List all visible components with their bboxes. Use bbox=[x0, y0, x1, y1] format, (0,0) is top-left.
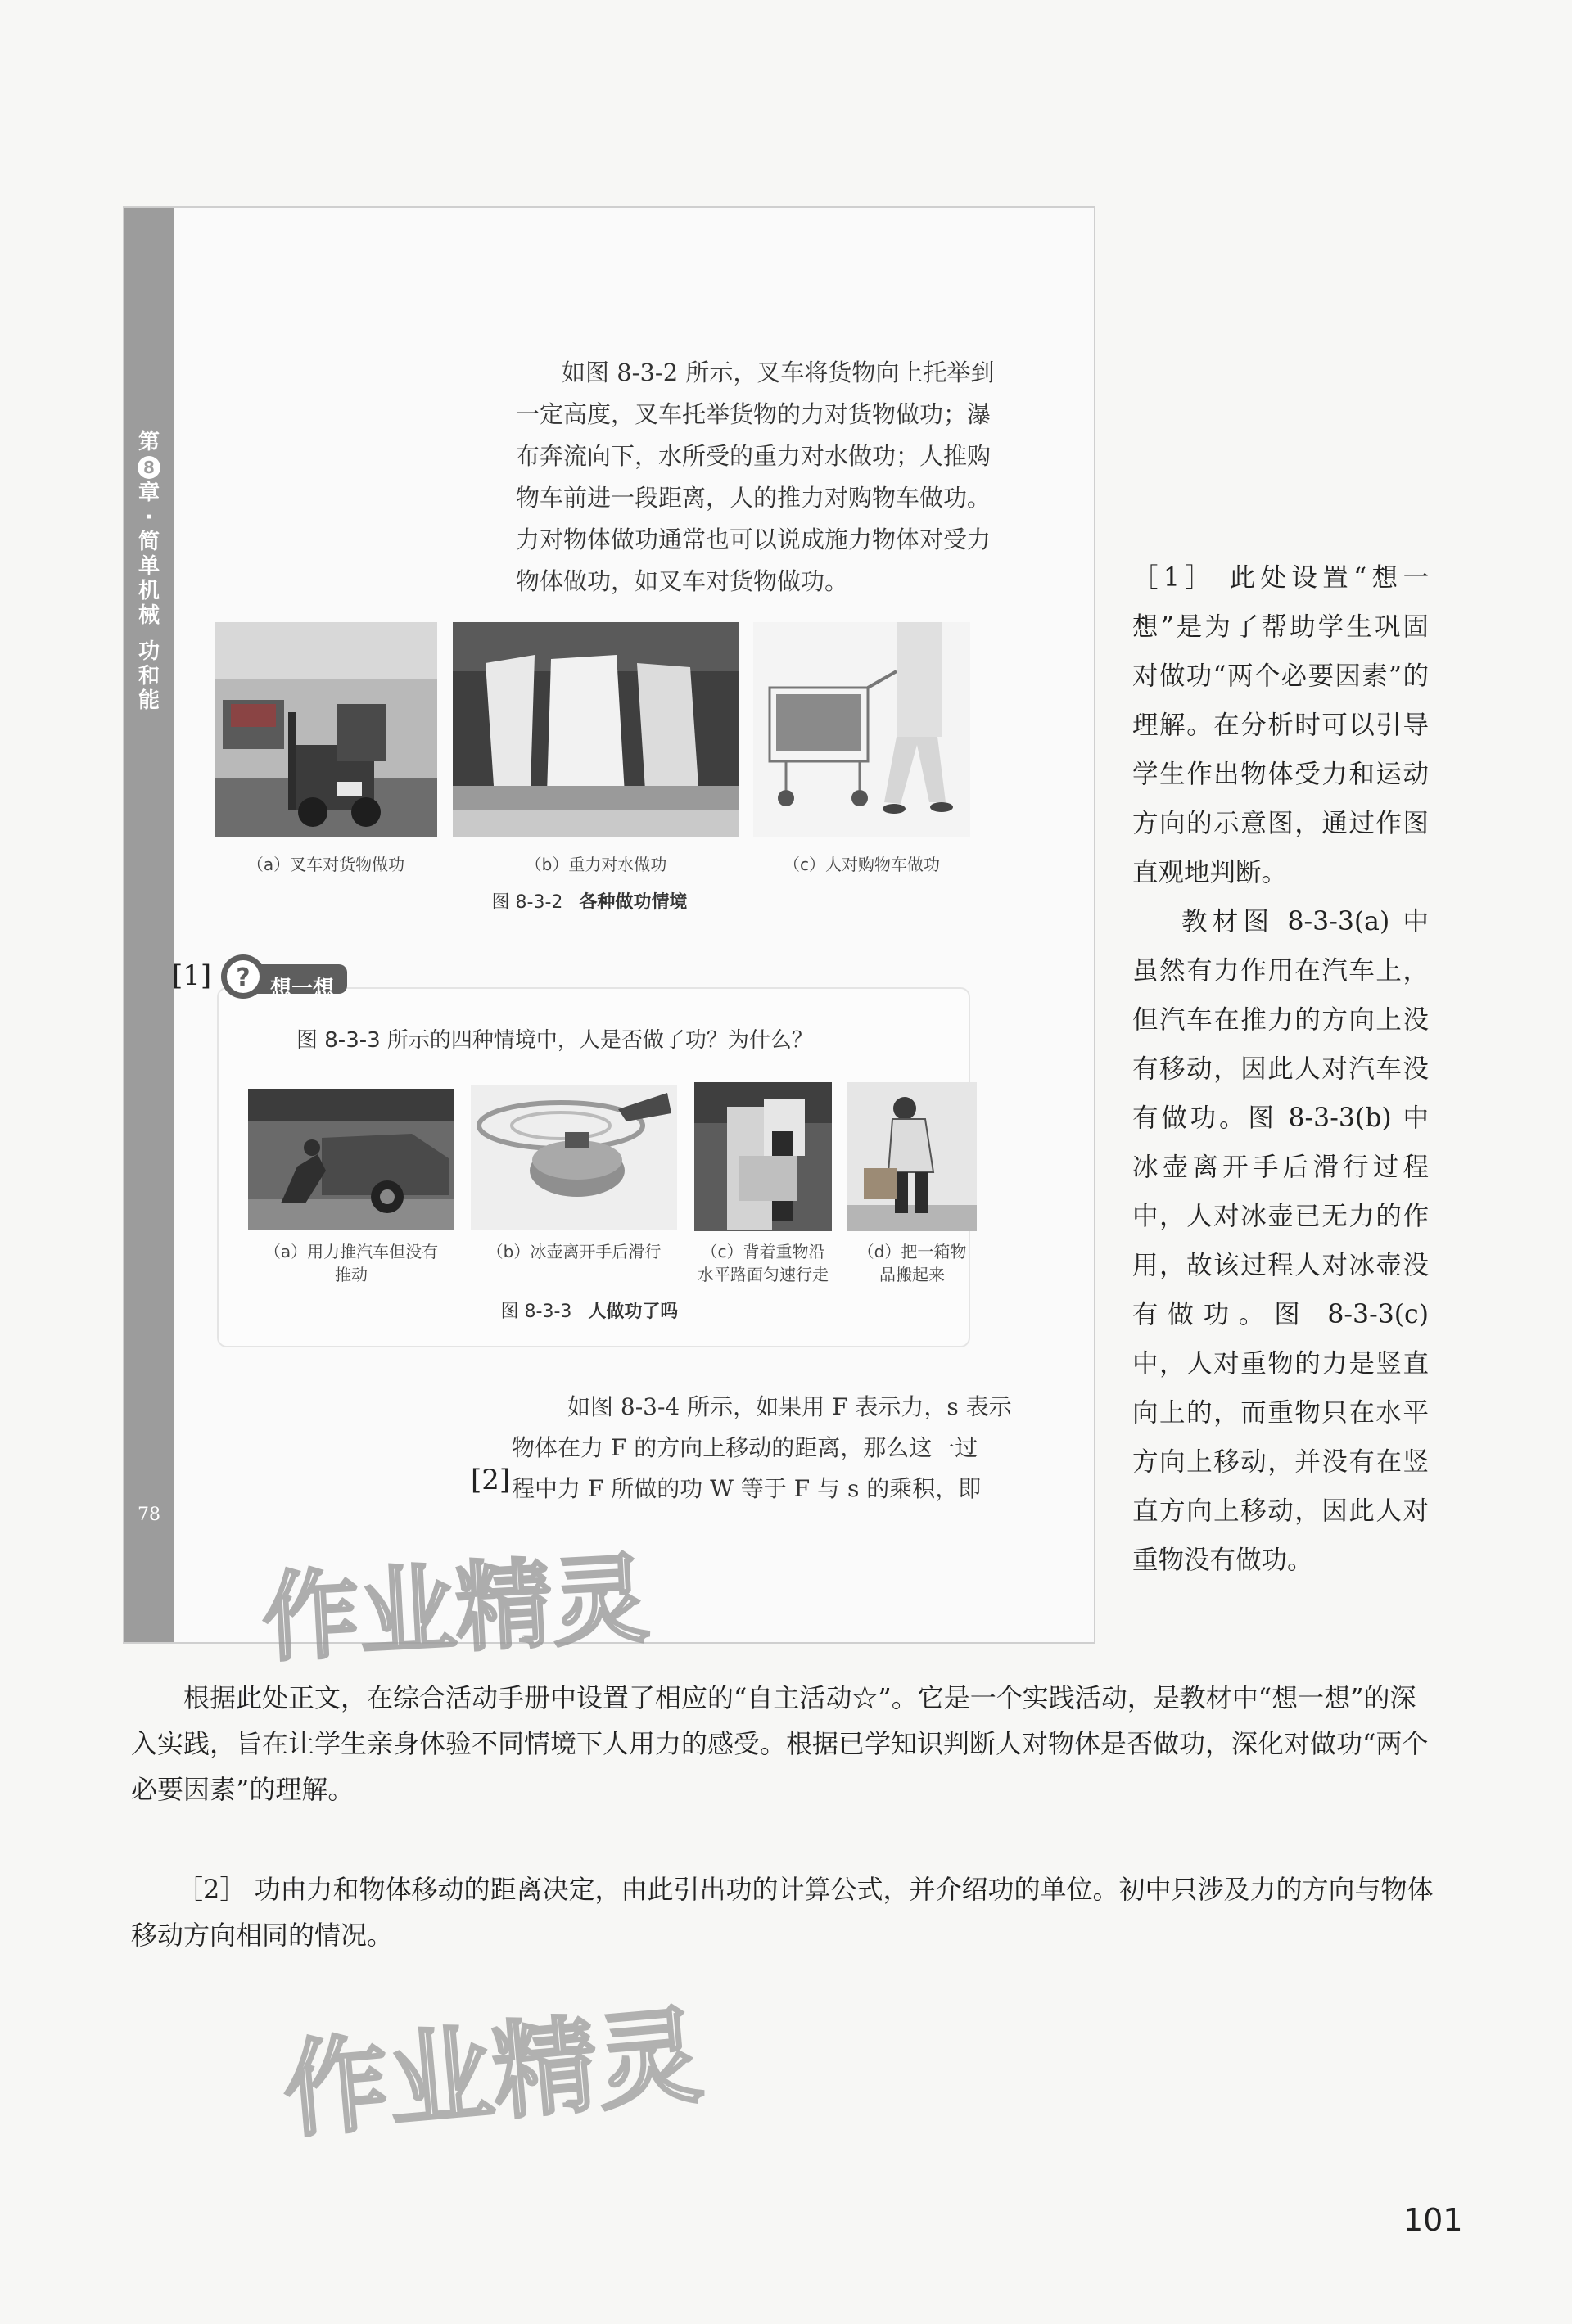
textbook-paragraph-2: 如图 8-3-4 所示，如果用 F 表示力，s 表示 物体在力 F 的方向上移动的距离，那么这一过 程中力 F 所做的功 W 等于 F 与 s 的乘积，即 bbox=[512, 1393, 1012, 1502]
figure-832-caption-a: （a）叉车对货物做功 bbox=[246, 855, 405, 874]
sidebar-note-2: 教材图 8-3-3(a) 中虽然有力作用在汽车上，但汽车在推力的方向上没有移动，因此人对汽车没有做功。图 8-3-3(b) 中冰壶离开手后滑行过程中，人对冰壶已无力的作用，故该过程人对冰壶没有做功。图 8-3-3(c) 中，人对重物的力是竖直向上的，而重物只在水平方向上移动，并没有在竖直方向上移动，因此人对重物没有做功。 bbox=[1132, 907, 1429, 1575]
think-badge-label: 想一想 bbox=[270, 977, 335, 1001]
figure-833-caption-b: （b）冰壶离开手后滑行 bbox=[486, 1242, 662, 1261]
carry-weight-photo bbox=[694, 1082, 832, 1231]
forklift-photo bbox=[215, 622, 437, 837]
figure-833-caption-a: （a）用力推汽车但没有 推动 bbox=[264, 1242, 439, 1284]
commentary-paragraph-1: 根据此处正文，在综合活动手册中设置了相应的“自主活动☆”。它是一个实践活动，是教材中“想一想”的深入实践，旨在让学生亲身体验不同情境下人用力的感受。根据已学知识判断人对物体是否做功，深化对做功“两个必要因素”的理解。 bbox=[131, 1682, 1429, 1805]
push-car-photo bbox=[248, 1089, 454, 1230]
watermark: 作业精灵 bbox=[260, 1541, 652, 1676]
figure-833-caption-d: （d）把一箱物 品搬起来 bbox=[857, 1242, 967, 1284]
textbook-page-number: 78 bbox=[138, 1505, 160, 1525]
lift-box-photo bbox=[847, 1082, 977, 1231]
watermark-bottom: 作业精灵 bbox=[278, 1994, 707, 2153]
chapter-side-strip bbox=[124, 208, 174, 1642]
think-question: 图 8-3-3 所示的四种情境中，人是否做了功？为什么？ bbox=[296, 1028, 813, 1053]
curling-stone-photo bbox=[471, 1085, 677, 1230]
sidebar-note-1: ［1］ 此处设置“想一想”是为了帮助学生巩固对做功“两个必要因素”的理解。在分析时可以引导学生作出物体受力和运动方向的示意图，通过作图直观地判断。 bbox=[1132, 563, 1429, 887]
figure-832-caption-b: （b）重力对水做功 bbox=[525, 855, 667, 874]
figure-832-caption-c: （c）人对购物车做功 bbox=[784, 855, 940, 874]
figure-833-caption-c: （c）背着重物沿 水平路面匀速行走 bbox=[698, 1242, 829, 1284]
commentary-paragraph-2: ［2］ 功由力和物体移动的距离决定，由此引出功的计算公式，并介绍功的单位。初中只涉及力的方向与物体移动方向相同的情况。 bbox=[131, 1874, 1434, 1951]
waterfall-photo bbox=[453, 622, 739, 837]
sidebar-note bbox=[1132, 553, 1429, 1585]
figure-832-title: 图 8-3-2 各种做功情境 bbox=[491, 892, 688, 913]
annotation-marker-1: [1] bbox=[172, 959, 212, 992]
shopping-cart-photo bbox=[753, 622, 970, 837]
figure-833-title: 图 8-3-3 人做功了吗 bbox=[500, 1302, 679, 1322]
svg-text:?: ? bbox=[236, 963, 251, 992]
chapter-side-label: 第 8 章 · 简 单 机 械 功 和 能 bbox=[138, 430, 160, 713]
textbook-paragraph-1: 如图 8-3-2 所示，叉车将货物向上托举到一定高度，叉车托举货物的力对货物做功；瀑布奔流向下，水所受的重力对水做功；人推购物车前进一段距离，人的推力对购物车做功。力对物体做功通常也可以说成施力物体对受力物体做功，如叉车对货物做功。 bbox=[516, 359, 995, 595]
page-number: 101 bbox=[1403, 2202, 1463, 2238]
annotation-marker-2: [2] bbox=[471, 1464, 511, 1496]
